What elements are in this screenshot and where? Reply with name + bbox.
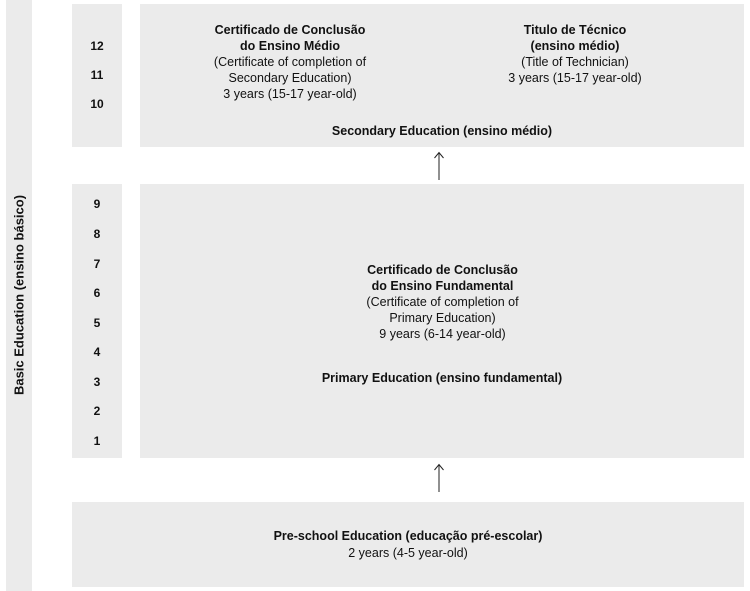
primary-certificate-desc-2: Primary Education) [389, 311, 496, 325]
grade-7: 7 [93, 257, 101, 271]
primary-certificate-title-1: Certificado de Conclusão [367, 263, 518, 277]
technician-title-block [455, 22, 695, 86]
grade-6: 6 [93, 286, 101, 300]
grade-3: 3 [93, 375, 101, 389]
arrow-up-icon [433, 151, 445, 181]
grade-1: 1 [93, 434, 101, 448]
preschool-education-label: Pre-school Education (educação pré-escolar) [273, 529, 543, 543]
preschool-duration: 2 years (4-5 year-old) [348, 546, 468, 560]
secondary-certificate-duration: 3 years (15-17 year-old) [223, 87, 357, 101]
secondary-certificate-title-1: Certificado de Conclusão [214, 23, 366, 37]
secondary-certificate-desc-2: Secondary Education) [228, 71, 352, 85]
basic-education-label: Basic Education (ensino básico) [11, 194, 27, 396]
grade-8: 8 [93, 227, 101, 241]
primary-education-label: Primary Education (ensino fundamental) [321, 371, 563, 385]
primary-certificate-block [280, 262, 605, 342]
secondary-certificate-desc-1: (Certificate of completion of [213, 55, 367, 69]
grade-2: 2 [93, 404, 101, 418]
technician-duration: 3 years (15-17 year-old) [508, 71, 642, 85]
grade-4: 4 [93, 345, 101, 359]
secondary-certificate-block [150, 22, 430, 102]
primary-certificate-desc-1: (Certificate of completion of [366, 295, 519, 309]
grade-11: 11 [90, 68, 104, 82]
secondary-education-label: Secondary Education (ensino médio) [331, 124, 553, 138]
technician-desc: (Title of Technician) [521, 55, 629, 69]
primary-certificate-duration: 9 years (6-14 year-old) [379, 327, 506, 341]
grade-12: 12 [90, 39, 104, 53]
arrow-up-icon [433, 463, 445, 493]
grade-10: 10 [90, 97, 104, 111]
technician-title-2: (ensino médio) [530, 39, 620, 53]
technician-title-1: Titulo de Técnico [523, 23, 627, 37]
grade-5: 5 [93, 316, 101, 330]
primary-certificate-title-2: do Ensino Fundamental [371, 279, 514, 293]
grade-9: 9 [93, 197, 101, 211]
secondary-certificate-title-2: do Ensino Médio [240, 39, 340, 53]
